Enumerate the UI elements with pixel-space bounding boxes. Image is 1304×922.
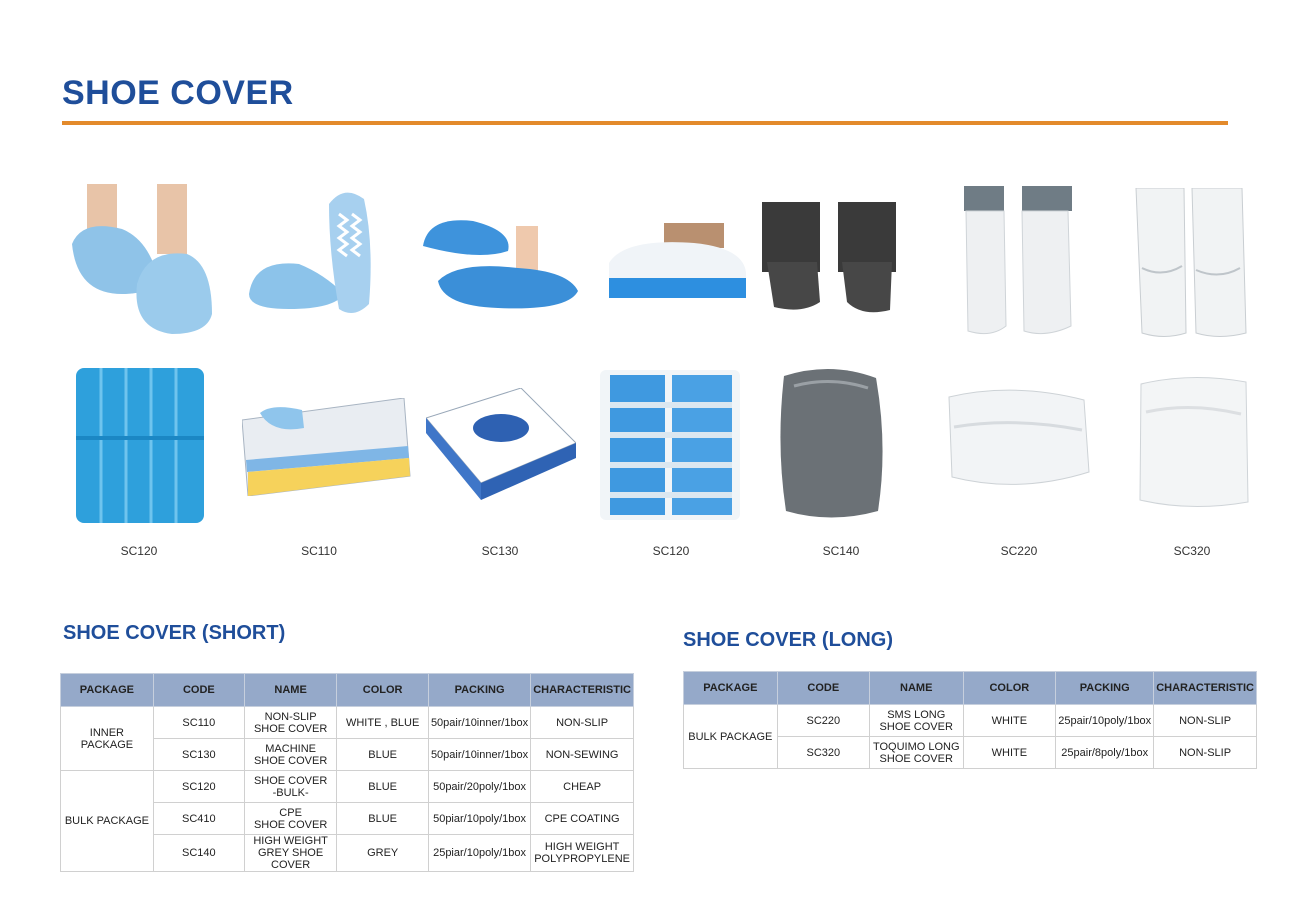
packing-cell: 50piar/10poly/1box	[428, 803, 530, 835]
color-cell: WHITE , BLUE	[337, 707, 429, 739]
characteristic-cell: CHEAP	[531, 771, 634, 803]
characteristic-cell: NON-SLIP	[1154, 737, 1257, 769]
color-cell: WHITE	[963, 737, 1056, 769]
title-rule	[62, 121, 1228, 125]
table-header-row	[61, 674, 634, 707]
caption-6: SC220	[1000, 544, 1038, 558]
header-characteristic: CHARACTERISTIC	[1154, 672, 1257, 705]
long-spec-table	[683, 671, 1257, 769]
packing-cell: 25pair/8poly/1box	[1056, 737, 1154, 769]
header-packing: PACKING	[1056, 672, 1154, 705]
table-row	[684, 705, 1257, 737]
characteristic-cell: HIGH WEIGHT POLYPROPYLENE	[531, 835, 634, 872]
code-cell: SC140	[153, 835, 244, 872]
table-row	[61, 707, 634, 739]
product-photo-sc130-worn	[418, 206, 583, 316]
caption-4: SC120	[652, 544, 690, 558]
header-code: CODE	[777, 672, 869, 705]
package-cell: INNER PACKAGE	[61, 707, 154, 771]
header-color: COLOR	[963, 672, 1056, 705]
package-photo-sc120-bundle	[600, 370, 740, 520]
color-cell: WHITE	[963, 705, 1056, 737]
header-package: PACKAGE	[684, 672, 778, 705]
color-cell: GREY	[337, 835, 429, 872]
characteristic-cell: NON-SEWING	[531, 739, 634, 771]
code-cell: SC220	[777, 705, 869, 737]
header-characteristic: CHARACTERISTIC	[531, 674, 634, 707]
characteristic-cell: CPE COATING	[531, 803, 634, 835]
header-packing: PACKING	[428, 674, 530, 707]
caption-2: SC110	[301, 544, 337, 558]
section-title-long: SHOE COVER (LONG)	[683, 629, 894, 651]
header-color: COLOR	[337, 674, 429, 707]
name-cell: CPE SHOE COVER	[244, 803, 337, 835]
package-cell: BULK PACKAGE	[684, 705, 778, 769]
product-photo-sc320-worn	[1134, 188, 1249, 343]
short-spec-table	[60, 673, 634, 872]
color-cell: BLUE	[337, 803, 429, 835]
caption-3: SC130	[481, 544, 519, 558]
packing-cell: 25piar/10poly/1box	[428, 835, 530, 872]
characteristic-cell: NON-SLIP	[531, 707, 634, 739]
product-photo-sc120-cpe-worn	[604, 218, 749, 303]
code-cell: SC120	[153, 771, 244, 803]
packing-cell: 50pair/10inner/1box	[428, 739, 530, 771]
caption-7: SC320	[1173, 544, 1211, 558]
product-photo-sc120-worn	[62, 184, 242, 339]
packing-cell: 50pair/20poly/1box	[428, 771, 530, 803]
name-cell: SHOE COVER -BULK-	[244, 771, 337, 803]
package-photo-sc110-box	[242, 398, 412, 496]
header-name: NAME	[869, 672, 963, 705]
color-cell: BLUE	[337, 771, 429, 803]
package-photo-sc220-bag	[944, 382, 1092, 494]
name-cell: HIGH WEIGHT GREY SHOE COVER	[244, 835, 337, 872]
table-header-row	[684, 672, 1257, 705]
section-title-short: SHOE COVER (SHORT)	[63, 622, 286, 644]
code-cell: SC110	[153, 707, 244, 739]
product-photo-sc140-worn	[762, 202, 897, 317]
package-photo-sc130-box	[426, 388, 576, 503]
package-cell: BULK PACKAGE	[61, 771, 154, 872]
name-cell: SMS LONG SHOE COVER	[869, 705, 963, 737]
name-cell: TOQUIMO LONG SHOE COVER	[869, 737, 963, 769]
package-photo-sc140-bag	[776, 366, 886, 521]
caption-5: SC140	[822, 544, 860, 558]
color-cell: BLUE	[337, 739, 429, 771]
header-package: PACKAGE	[61, 674, 154, 707]
packing-cell: 50pair/10inner/1box	[428, 707, 530, 739]
package-photo-sc120	[76, 368, 204, 523]
header-name: NAME	[244, 674, 337, 707]
code-cell: SC130	[153, 739, 244, 771]
packing-cell: 25pair/10poly/1box	[1056, 705, 1154, 737]
product-photo-sc220-worn	[956, 186, 1081, 341]
package-photo-sc320-bag	[1136, 372, 1251, 512]
name-cell: MACHINE SHOE COVER	[244, 739, 337, 771]
product-photo-sc110-worn	[244, 184, 394, 319]
code-cell: SC410	[153, 803, 244, 835]
caption-1: SC120	[120, 544, 158, 558]
page-title: SHOE COVER	[62, 74, 294, 112]
characteristic-cell: NON-SLIP	[1154, 705, 1257, 737]
name-cell: NON-SLIP SHOE COVER	[244, 707, 337, 739]
header-code: CODE	[153, 674, 244, 707]
table-row	[61, 771, 634, 803]
code-cell: SC320	[777, 737, 869, 769]
